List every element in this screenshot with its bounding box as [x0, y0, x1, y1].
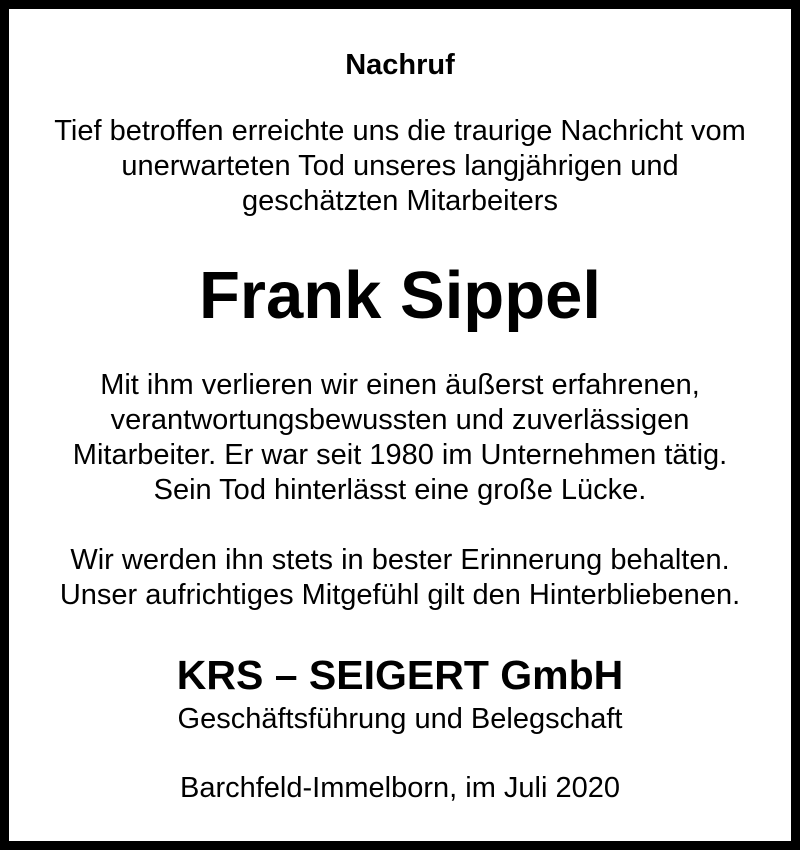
intro-line-2: unerwarteten Tod unseres langjährigen und — [121, 150, 679, 182]
company-name: KRS – SEIGERT GmbH — [176, 652, 624, 698]
intro-line-1: Tief betroffen erreichte uns die traurige Nachricht vom — [54, 115, 746, 147]
tribute-line-4: Sein Tod hinterlässt eine große Lücke. — [153, 474, 647, 506]
deceased-name: Frank Sippel — [198, 258, 602, 333]
tribute-line-3: Mitarbeiter. Er war seit 1980 im Unternehmen tätig. — [72, 439, 728, 471]
tribute-line-1: Mit ihm verlieren wir einen äußerst erfahrenen, — [100, 369, 700, 401]
intro-line-3: geschätzten Mitarbeiters — [242, 185, 558, 217]
place-and-date: Barchfeld-Immelborn, im Juli 2020 — [179, 772, 620, 804]
closing-line-1: Wir werden ihn stets in bester Erinnerung behalten. — [70, 544, 730, 576]
signatories: Geschäftsführung und Belegschaft — [177, 703, 623, 735]
notice-heading: Nachruf — [345, 49, 455, 81]
tribute-line-2: verantwortungsbewussten und zuverlässigen — [110, 404, 690, 436]
closing-line-2: Unser aufrichtiges Mitgefühl gilt den Hinterbliebenen. — [59, 579, 741, 611]
